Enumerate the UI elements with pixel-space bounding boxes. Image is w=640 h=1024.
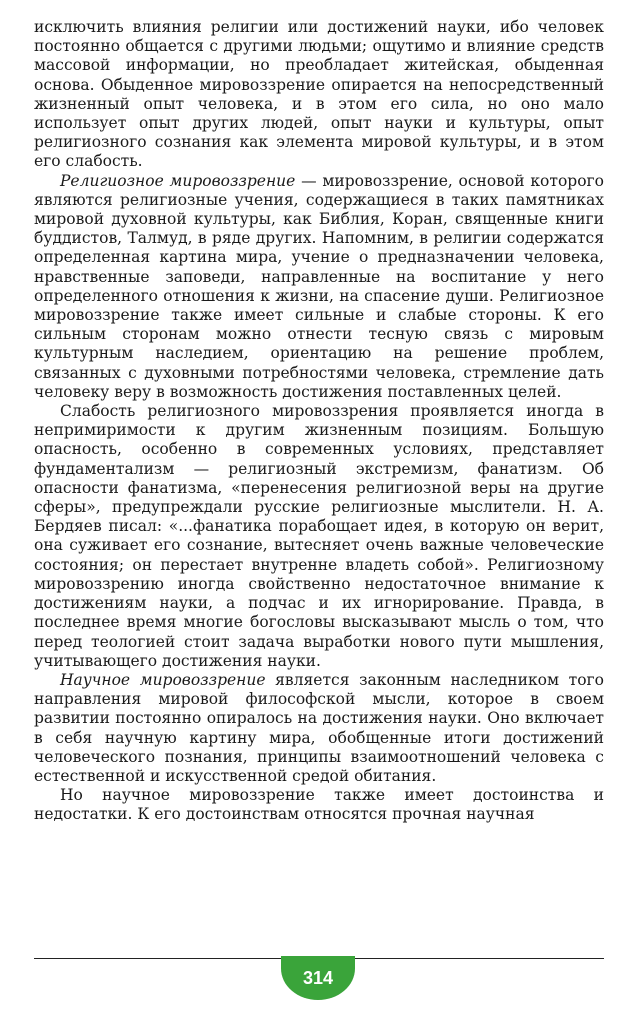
paragraph-text: исключить влияния религии или достижений науки, ибо человек постоянно общается с другими людьми; ощутимо и влияние средств массовой информации, но преобладает житейская, обыденная основа. Обыденное мировоззрение опирается на непосредственный жизненный опыт человека, и в этом его сила, но оно мало использует опыт других людей, опыт науки и культуры, опыт религиозного сознания как элемента мировой культуры, и в этом его слабость. <box>34 18 604 171</box>
paragraph-scientific-merits <box>34 786 604 824</box>
paragraph-text: является законным наследником того направления мировой философской мысли, которое в своем развитии постоянно опиралось на достижения науки. Оно включает в себя научную картину мира, обобщенные итоги достижений человеческого познания, принципы взаимоотношений человека с естественной и искусственной средой обитания. <box>34 670 604 785</box>
paragraph-scientific-worldview <box>34 671 604 786</box>
paragraph-text: — мировоззрение, основой которого являются религиозные учения, содержащиеся в таких памятниках мировой духовной культуры, как Библия, Коран, священные книги буддистов, Талмуд, в ряде других. Напомним, в религии содержатся определенная картина мира, учение о предназначении человека, нравственные заповеди, направленные на воспитание у него определенного отношения к жизни, на спасение души. Религиозное мировоззрение также имеет сильные и слабые стороны. К его сильным сторонам можно отнести тесную связь с мировым культурным наследием, ориентацию на решение проблем, связанных с духовными потребностями человека, стремление дать человеку веру в возможность достижения поставленных целей. <box>34 171 604 401</box>
paragraph-text: Но научное мировоззрение также имеет достоинства и недостатки. К его достоинствам относятся прочная научная <box>34 786 604 824</box>
paragraph-religious-weakness <box>34 402 604 671</box>
term-scientific-worldview: Научное мировоззрение <box>60 670 266 689</box>
page-number: 314 <box>302 967 334 988</box>
paragraph-text: Слабость религиозного мировоззрения проявляется иногда в непримиримости к другим жизненным позициям. Большую опасность, особенно в современных условиях, представляет фундаментализм — религиозный экстремизм, фанатизм. Об опасности фанатизма, «перенесения религиозной веры на другие сферы», предупреждали русские религиозные мыслители. Н. А. Бердяев писал: «...фанатика порабощает идея, в которую он верит, она суживает его сознание, вытесняет очень важные человеческие состояния; он перестает внутренне владеть собой». Религиозному мировоззрению иногда свойственно недостаточное внимание к достижениям науки, а подчас и их игнорирование. Правда, в последнее время многие богословы высказывают мысль о том, что перед теологией стоит задача выработки нового пути мышления, учитывающего достижения науки. <box>34 402 604 670</box>
term-religious-worldview: Религиозное мировоззрение <box>60 171 296 190</box>
paragraph-ordinary-worldview <box>34 18 604 172</box>
paragraph-religious-worldview <box>34 172 604 402</box>
